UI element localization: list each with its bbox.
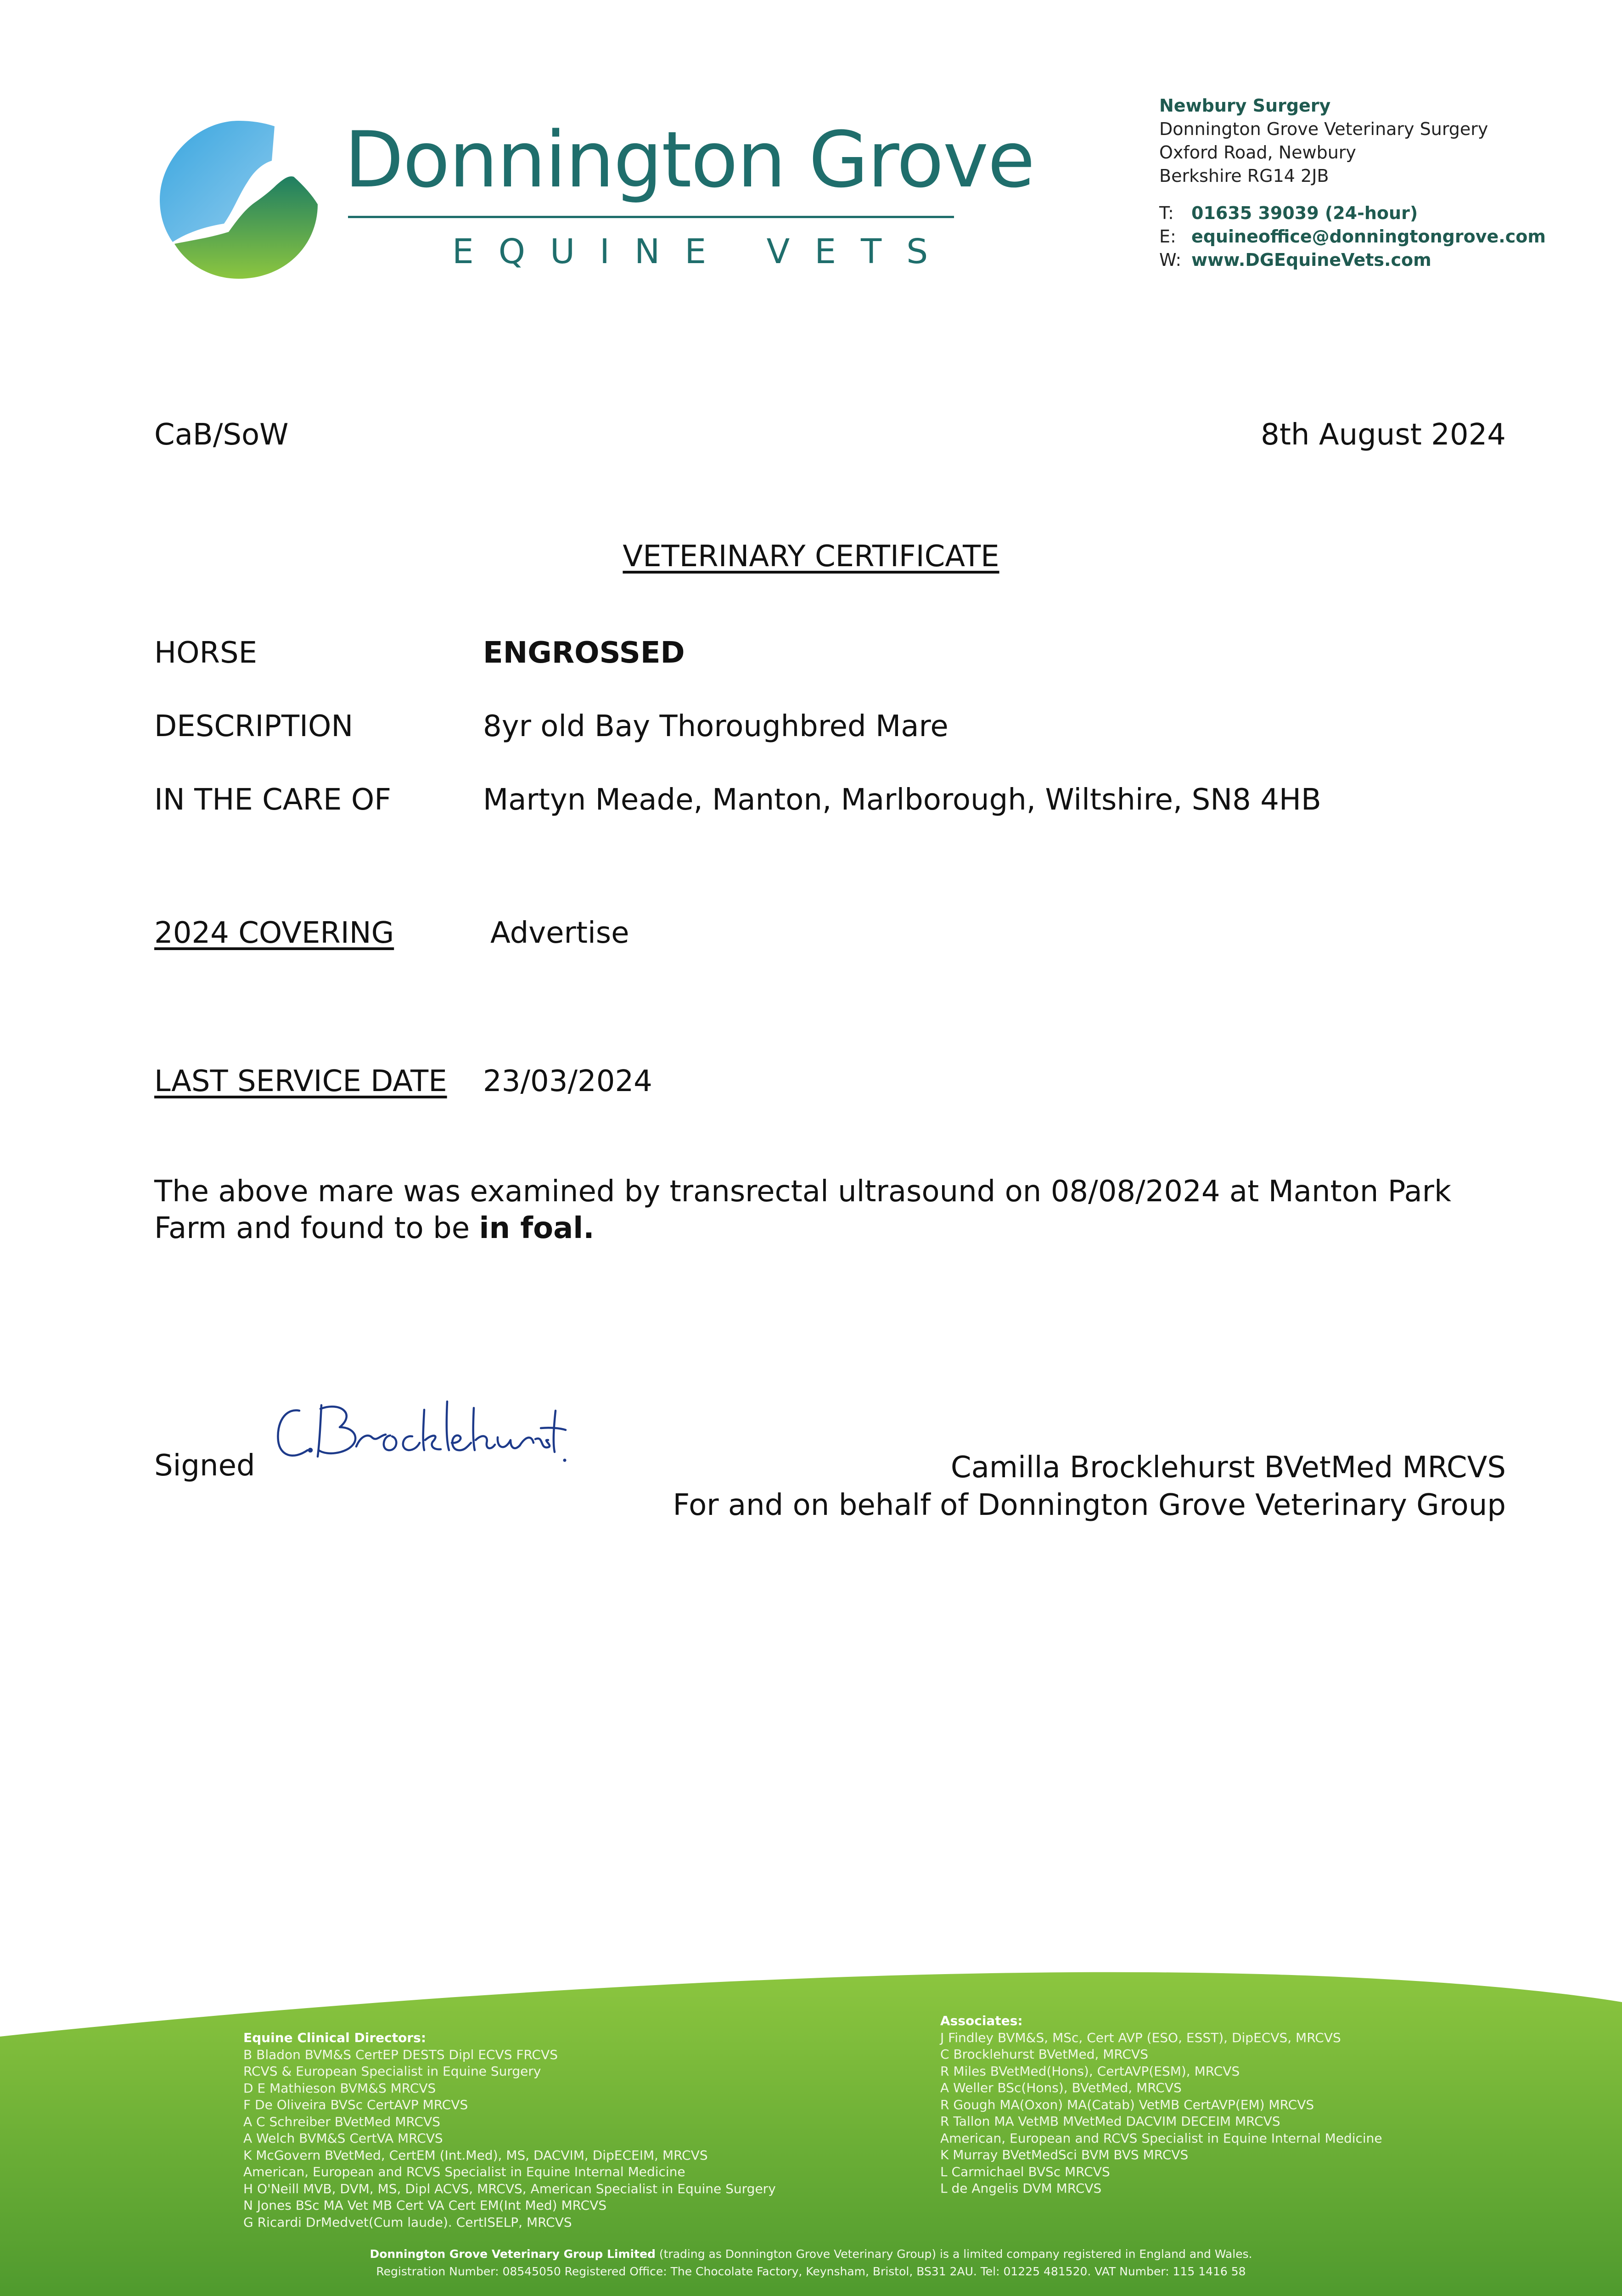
associate-entry: K Murray BVetMedSci BVM BVS MRCVS [940, 2147, 1189, 2162]
covering-label: 2024 COVERING [154, 916, 394, 950]
care-label: IN THE CARE OF [154, 783, 391, 817]
phone-row [1159, 202, 1554, 225]
address-line: Oxford Road, Newbury [1159, 142, 1356, 163]
associate-entry: C Brocklehurst BVetMed, MRCVS [940, 2047, 1148, 2062]
associate-entry: American, European and RCVS Specialist in Equine Internal Medicine [940, 2130, 1382, 2146]
examination-statement [154, 1173, 1509, 1247]
email-label: E: [1159, 226, 1176, 247]
logo-divider [348, 216, 954, 218]
address-line: Donnington Grove Veterinary Surgery [1159, 119, 1488, 139]
associate-entry: A Weller BSc(Hons), BVetMed, MRCVS [940, 2080, 1182, 2095]
email-row [1159, 225, 1554, 248]
service-date-value: 23/03/2024 [483, 1064, 652, 1098]
associates-list [940, 2013, 1382, 2197]
director-entry: A Welch BVM&S CertVA MRCVS [243, 2131, 443, 2146]
address-line: Berkshire RG14 2JB [1159, 166, 1329, 186]
description-value: 8yr old Bay Thoroughbred Mare [483, 709, 949, 743]
directors-list [243, 2030, 776, 2231]
pregnancy-result: in foal. [479, 1211, 595, 1245]
signatory-role: For and on behalf of Donnington Grove Veterinary Group [673, 1488, 1506, 1522]
description-label: DESCRIPTION [154, 709, 354, 743]
phone-label: T: [1159, 203, 1174, 223]
directors-heading: Equine Clinical Directors: [243, 2030, 427, 2045]
certificate-title: VETERINARY CERTIFICATE [623, 540, 999, 574]
horse-value: ENGROSSED [483, 636, 685, 670]
director-entry: G Ricardi DrMedvet(Cum laude). CertISELP, MRCVS [243, 2214, 572, 2230]
associate-entry: J Findley BVM&S, MSc, Cert AVP (ESO, ESST), DipECVS, MRCVS [940, 2030, 1341, 2045]
phone-number[interactable]: 01635 39039 (24-hour) [1191, 203, 1418, 223]
associate-entry: L Carmichael BVSc MRCVS [940, 2164, 1110, 2179]
legal-line [0, 2245, 1622, 2263]
care-value: Martyn Meade, Manton, Marlborough, Wiltshire, SN8 4HB [483, 783, 1321, 817]
service-date-label: LAST SERVICE DATE [154, 1064, 447, 1098]
director-entry: D E Mathieson BVM&S MRCVS [243, 2080, 436, 2096]
signatory-name: Camilla Brocklehurst BVetMed MRCVS [950, 1451, 1506, 1485]
logo-subtitle: EQUINE VETS [452, 232, 953, 271]
director-entry: N Jones BSc MA Vet MB Cert VA Cert EM(Int Med) MRCVS [243, 2198, 607, 2213]
associate-entry: L de Angelis DVM MRCVS [940, 2181, 1102, 2196]
signed-label: Signed [154, 1449, 255, 1483]
email-link[interactable]: equineoffice@donningtongrove.com [1191, 226, 1546, 247]
legal-text: (trading as Donnington Grove Veterinary Group) is a limited company registered in England and Wales. [655, 2247, 1252, 2261]
director-entry: RCVS & European Specialist in Equine Surgery [243, 2064, 541, 2079]
letter-date: 8th August 2024 [1261, 418, 1506, 452]
legal-line: Registration Number: 08545050 Registered Office: The Chocolate Factory, Keynsham, Bristol, BS31 2AU. Tel: 01225 481520. VAT Number: 115 1416 58 [376, 2265, 1246, 2278]
signature-image [266, 1391, 569, 1483]
letter-reference: CaB/SoW [154, 418, 289, 452]
company-name: Donnington Grove Veterinary Group Limited [370, 2247, 656, 2261]
examination-line: The above mare was examined by transrectal ultrasound on 08/08/2024 at Manton Park [154, 1175, 1452, 1209]
signatory-block [673, 1449, 1506, 1524]
director-entry: F De Oliveira BVSc CertAVP MRCVS [243, 2097, 468, 2112]
associates-heading: Associates: [940, 2013, 1023, 2028]
associate-entry: R Tallon MA VetMB MVetMed DACVIM DECEIM MRCVS [940, 2114, 1280, 2129]
director-entry: H O'Neill MVB, DVM, MS, Dipl ACVS, MRCVS, American Specialist in Equine Surgery [243, 2181, 776, 2196]
logo-title: Donnington Grove [344, 115, 1034, 205]
examination-line [154, 1210, 1509, 1247]
logo-mark-icon [156, 117, 321, 282]
associate-entry: R Gough MA(Oxon) MA(Catab) VetMB CertAVP(EM) MRCVS [940, 2097, 1314, 2112]
director-entry: K McGovern BVetMed, CertEM (Int.Med), MS, DACVIM, DipECEIM, MRCVS [243, 2147, 708, 2163]
contact-block [1159, 94, 1554, 272]
web-label: W: [1159, 250, 1182, 270]
director-entry: B Bladon BVM&S CertEP DESTS Dipl ECVS FRCVS [243, 2047, 558, 2062]
covering-value: Advertise [490, 916, 629, 950]
director-entry: A C Schreiber BVetMed MRCVS [243, 2114, 441, 2129]
legal-notice [0, 2245, 1622, 2280]
director-entry: American, European and RCVS Specialist in Equine Internal Medicine [243, 2164, 685, 2179]
horse-label: HORSE [154, 636, 258, 670]
surgery-name: Newbury Surgery [1159, 96, 1331, 116]
web-row [1159, 248, 1554, 272]
examination-text: Farm and found to be [154, 1211, 479, 1245]
web-link[interactable]: www.DGEquineVets.com [1191, 250, 1431, 270]
associate-entry: R Miles BVetMed(Hons), CertAVP(ESM), MRCVS [940, 2063, 1240, 2079]
